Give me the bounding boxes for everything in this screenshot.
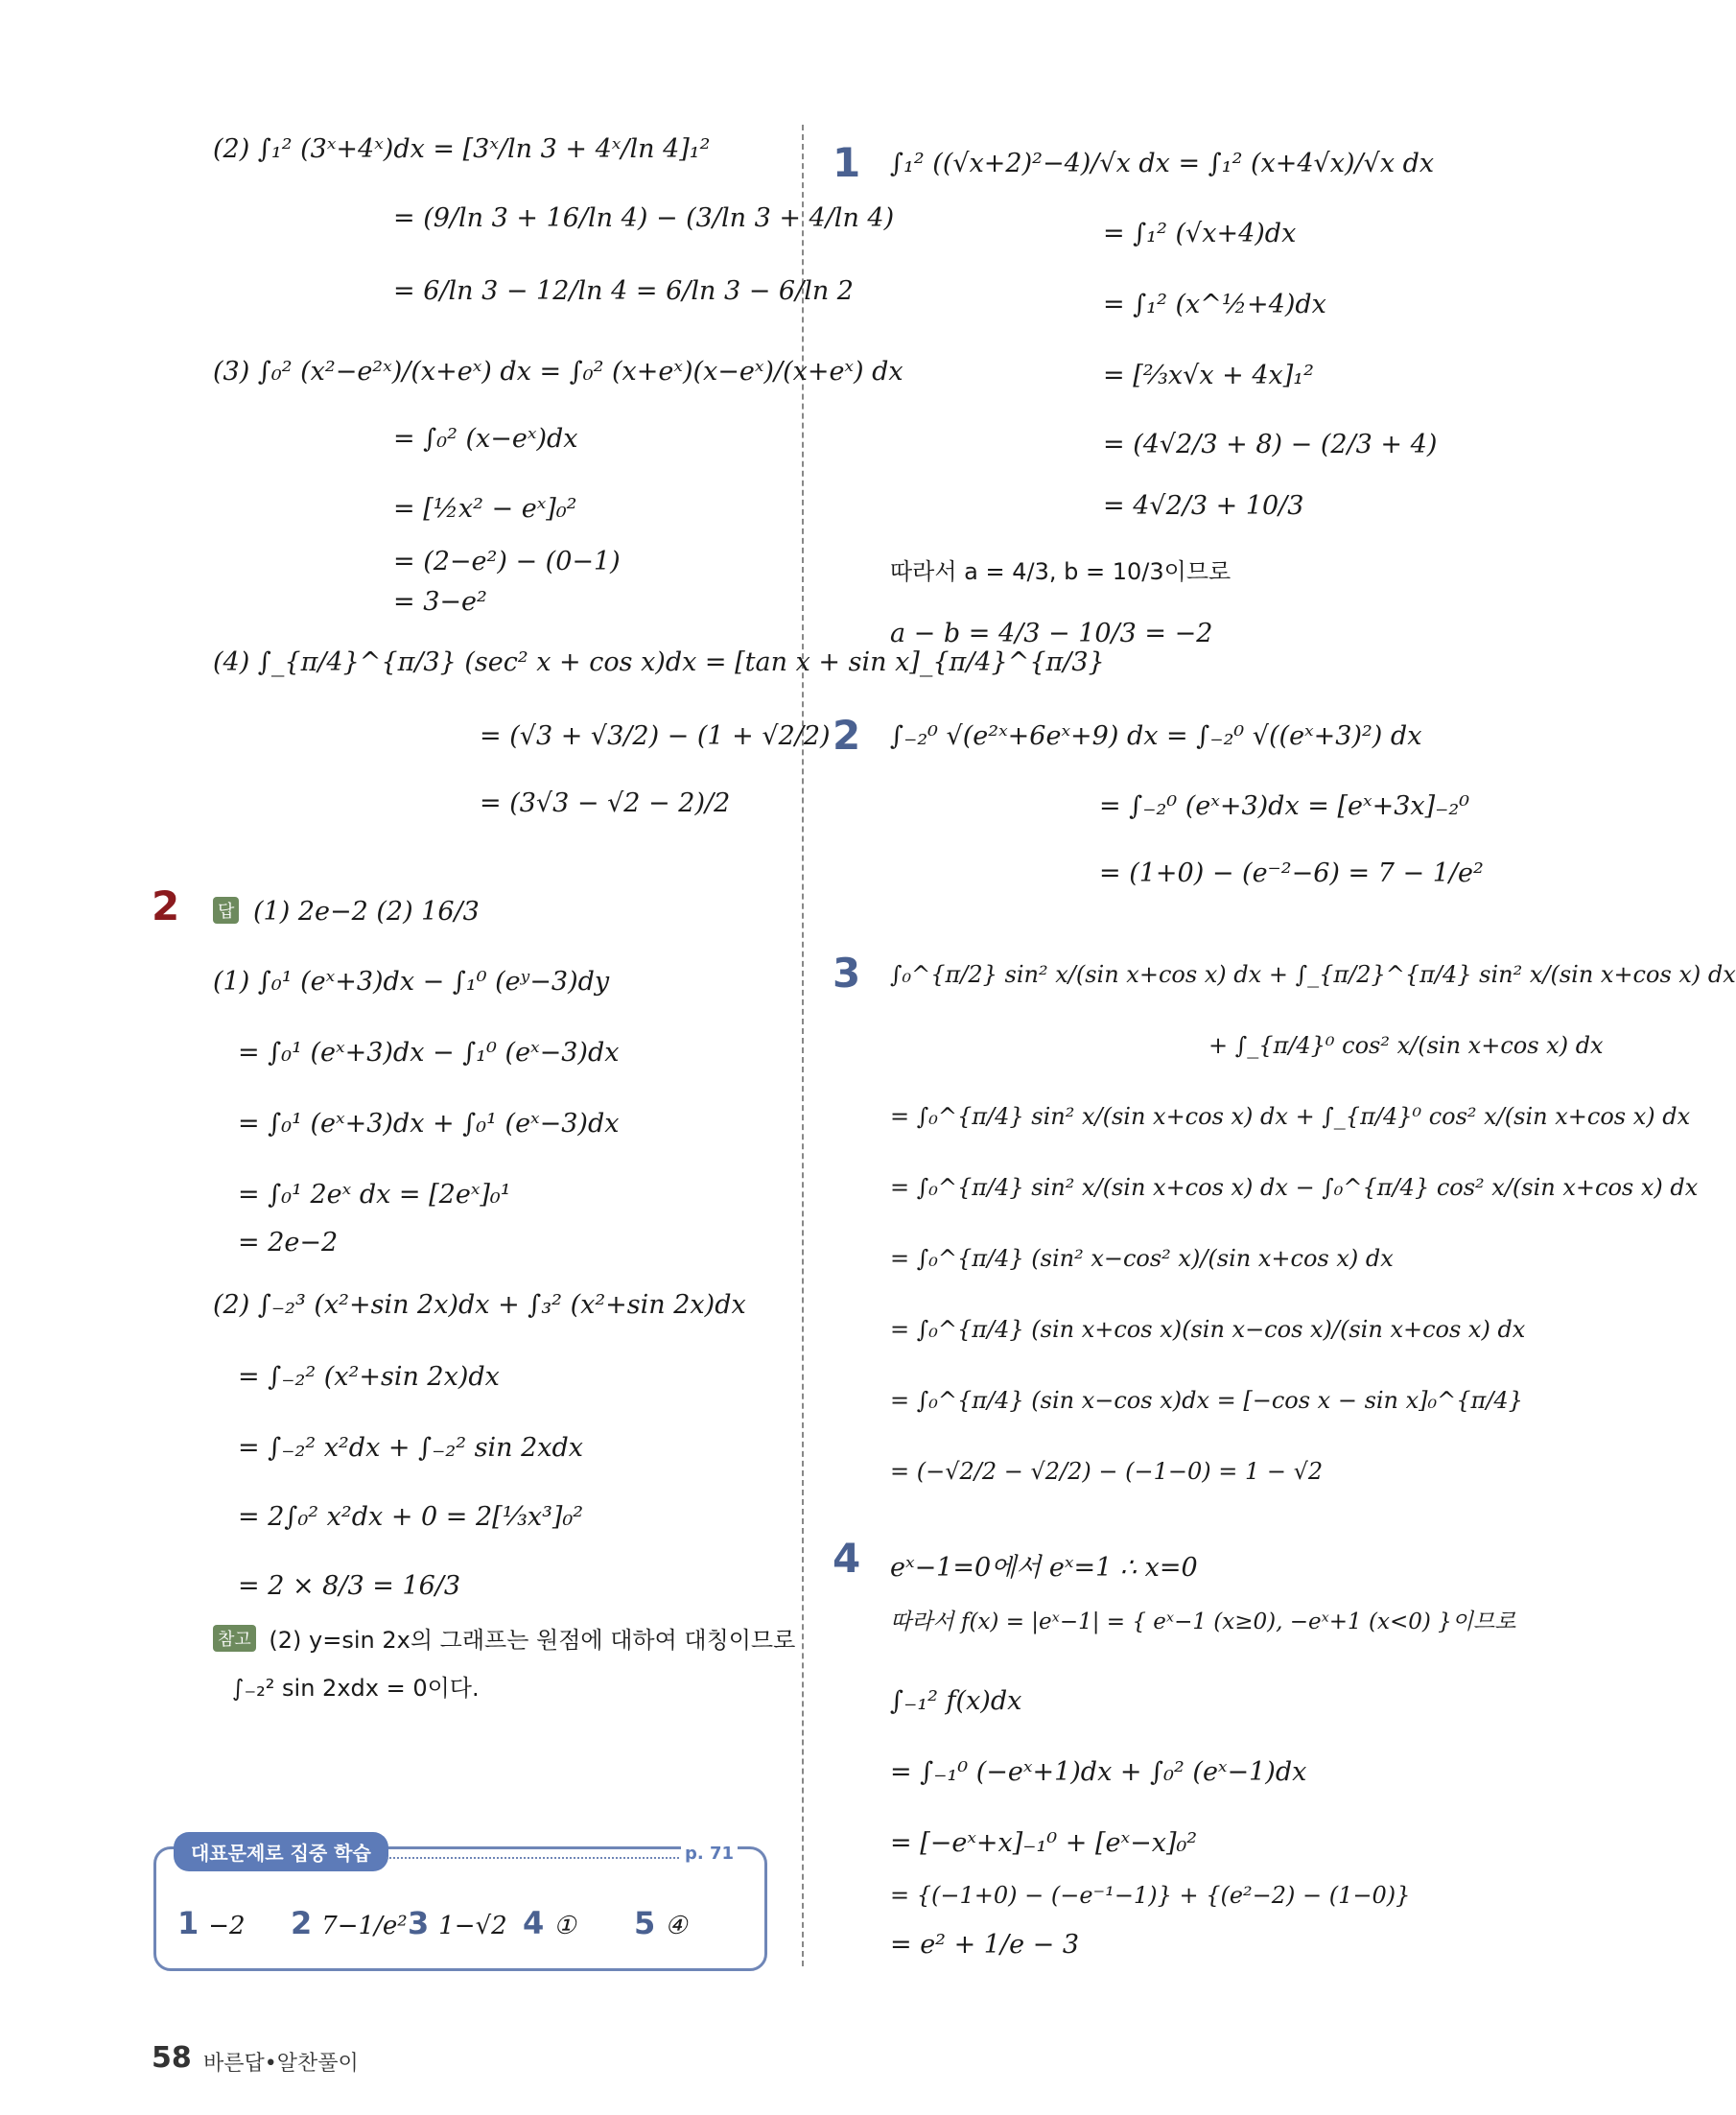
p2-line-2: = (9/ln 3 + 16/ln 4) − (3/ln 3 + 4/ln 4): [393, 203, 895, 233]
p3-line-1: (3) ∫₀² (x²−e²ˣ)/(x+eˣ) dx = ∫₀² (x+eˣ)(x−eˣ)/(x+eˣ) dx: [213, 357, 903, 387]
q2-1-line-2: = ∫₀¹ (eˣ+3)dx − ∫₁⁰ (eˣ−3)dx: [238, 1038, 620, 1068]
q2-2-line-2: = ∫₋₂² (x²+sin 2x)dx: [238, 1362, 500, 1392]
question-4-number: 4: [833, 1535, 861, 1582]
question-1-number: 1: [833, 139, 861, 186]
q2-1-line-4: = ∫₀¹ 2eˣ dx = [2eˣ]₀¹: [238, 1180, 511, 1210]
footer-page-number: 58: [152, 2041, 192, 2075]
summary-answer-3: [408, 1905, 507, 1941]
q4-line-1: eˣ−1=0에서 eˣ=1 ∴ x=0: [890, 1553, 1198, 1583]
q1-line-2: = ∫₁² (√x+4)dx: [1103, 219, 1297, 248]
q2-1-line-5: = 2e−2: [238, 1228, 339, 1257]
answer-value: ④: [665, 1912, 688, 1940]
answer-number: 3: [408, 1905, 430, 1941]
q4-line-5: = [−eˣ+x]₋₁⁰ + [eˣ−x]₀²: [890, 1828, 1198, 1858]
p2-line-3: = 6/ln 3 − 12/ln 4 = 6/ln 3 − 6/ln 2: [393, 276, 854, 306]
question-2-right-number: 2: [833, 712, 861, 759]
p3-line-2: = ∫₀² (x−eˣ)dx: [393, 424, 578, 454]
question-2-number: 2: [152, 882, 180, 929]
note-badge: 참고: [213, 1625, 256, 1652]
footer-book-title: 바른답•알찬풀이: [203, 2052, 359, 2076]
answer-value: 7−1/e²: [321, 1912, 408, 1940]
q2-2-line-5: = 2 × 8/3 = 16/3: [238, 1571, 461, 1601]
q3-line-2: + ∫_{π/4}⁰ cos² x/(sin x+cos x) dx: [1208, 1032, 1604, 1059]
q2-2-line-3: = ∫₋₂² x²dx + ∫₋₂² sin 2xdx: [238, 1433, 584, 1463]
summary-dotted-rule: [387, 1857, 697, 1859]
q4-line-3: ∫₋₁² f(x)dx: [890, 1686, 1022, 1716]
p3-line-3: = [½x² − eˣ]₀²: [393, 494, 577, 524]
column-divider: [802, 125, 804, 1966]
answer-number: 4: [523, 1905, 545, 1941]
q2-1-line-3: = ∫₀¹ (eˣ+3)dx + ∫₀¹ (eˣ−3)dx: [238, 1109, 620, 1139]
q3-line-4: = ∫₀^{π/4} sin² x/(sin x+cos x) dx − ∫₀^{π/4} cos² x/(sin x+cos x) dx: [890, 1174, 1699, 1201]
q1-line-4: = [⅔x√x + 4x]₁²: [1103, 361, 1314, 390]
q3-line-6: = ∫₀^{π/4} (sin x+cos x)(sin x−cos x)/(sin x+cos x) dx: [890, 1316, 1526, 1343]
q2-2-line-1: (2) ∫₋₂³ (x²+sin 2x)dx + ∫₃² (x²+sin 2x)dx: [213, 1290, 746, 1320]
q4-line-7: = e² + 1/e − 3: [890, 1930, 1080, 1960]
q3-line-7: = ∫₀^{π/4} (sin x−cos x)dx = [−cos x − sin x]₀^{π/4}: [890, 1387, 1523, 1414]
p3-line-4: = (2−e²) − (0−1): [393, 547, 621, 576]
q2r-line-2: = ∫₋₂⁰ (eˣ+3)dx = [eˣ+3x]₋₂⁰: [1099, 791, 1470, 821]
question-2-answer: (1) 2e−2 (2) 16/3: [252, 897, 480, 927]
q3-line-8: = (−√2/2 − √2/2) − (−1−0) = 1 − √2: [890, 1458, 1324, 1485]
note-line-1: (2) y=sin 2x의 그래프는 원점에 대하여 대칭이므로: [269, 1627, 796, 1654]
q1-line-5: = (4√2/3 + 8) − (2/3 + 4): [1103, 430, 1438, 459]
q2r-line-1: ∫₋₂⁰ √(e²ˣ+6eˣ+9) dx = ∫₋₂⁰ √((eˣ+3)²) dx: [890, 721, 1422, 751]
q2-2-line-4: = 2∫₀² x²dx + 0 = 2[⅓x³]₀²: [238, 1502, 584, 1532]
summary-answer-box: [153, 1842, 767, 1971]
p4-line-2: = (√3 + √3/2) − (1 + √2/2): [480, 721, 831, 751]
q4-line-6: = {(−1+0) − (−e⁻¹−1)} + {(e²−2) − (1−0)}: [890, 1882, 1411, 1909]
answer-number: 5: [634, 1905, 656, 1941]
q4-line-4: = ∫₋₁⁰ (−eˣ+1)dx + ∫₀² (eˣ−1)dx: [890, 1757, 1307, 1787]
p3-line-5: = 3−e²: [393, 587, 487, 617]
answer-number: 1: [177, 1905, 199, 1941]
answer-value: ①: [553, 1912, 576, 1940]
q3-line-5: = ∫₀^{π/4} (sin² x−cos² x)/(sin x+cos x) dx: [890, 1245, 1394, 1272]
q2r-line-3: = (1+0) − (e⁻²−6) = 7 − 1/e²: [1099, 858, 1484, 888]
summary-answer-1: [177, 1905, 246, 1941]
q2-1-line-1: (1) ∫₀¹ (eˣ+3)dx − ∫₁⁰ (eʸ−3)dy: [213, 967, 610, 997]
q1-line-7: 따라서 a = 4/3, b = 10/3이므로: [890, 558, 1232, 585]
q1-line-1: ∫₁² ((√x+2)²−4)/√x dx = ∫₁² (x+4√x)/√x dx: [890, 149, 1435, 178]
q1-line-3: = ∫₁² (x^½+4)dx: [1103, 290, 1326, 319]
answer-value: −2: [208, 1912, 246, 1940]
summary-answer-5: [634, 1905, 688, 1941]
q3-line-3: = ∫₀^{π/4} sin² x/(sin x+cos x) dx + ∫_{π/4}⁰ cos² x/(sin x+cos x) dx: [890, 1103, 1691, 1130]
summary-tag: 대표문제로 집중 학습: [174, 1832, 388, 1871]
answer-value: 1−√2: [438, 1912, 507, 1940]
q1-line-6: = 4√2/3 + 10/3: [1103, 491, 1304, 521]
answer-number: 2: [291, 1905, 313, 1941]
p2-line-1: (2) ∫₁² (3ˣ+4ˣ)dx = [3ˣ/ln 3 + 4ˣ/ln 4]₁²: [213, 134, 711, 164]
q1-line-8: a − b = 4/3 − 10/3 = −2: [890, 619, 1213, 648]
question-3-number: 3: [833, 950, 861, 997]
q4-line-2: 따라서 f(x) = |eˣ−1| = { eˣ−1 (x≥0), −eˣ+1 (x<0) }이므로: [890, 1610, 1516, 1634]
answer-badge: 답: [213, 897, 239, 924]
note-line-2: ∫₋₂² sin 2xdx = 0이다.: [232, 1675, 480, 1702]
p4-line-1: (4) ∫_{π/4}^{π/3} (sec² x + cos x)dx = [tan x + sin x]_{π/4}^{π/3}: [213, 647, 1105, 677]
summary-answer-2: [291, 1905, 408, 1941]
summary-page-ref: p. 71: [681, 1844, 738, 1864]
summary-answer-4: [523, 1905, 576, 1941]
q3-line-1: ∫₀^{π/2} sin² x/(sin x+cos x) dx + ∫_{π/2}^{π/4} sin² x/(sin x+cos x) dx: [890, 961, 1736, 988]
p4-line-3: = (3√3 − √2 − 2)/2: [480, 788, 731, 818]
